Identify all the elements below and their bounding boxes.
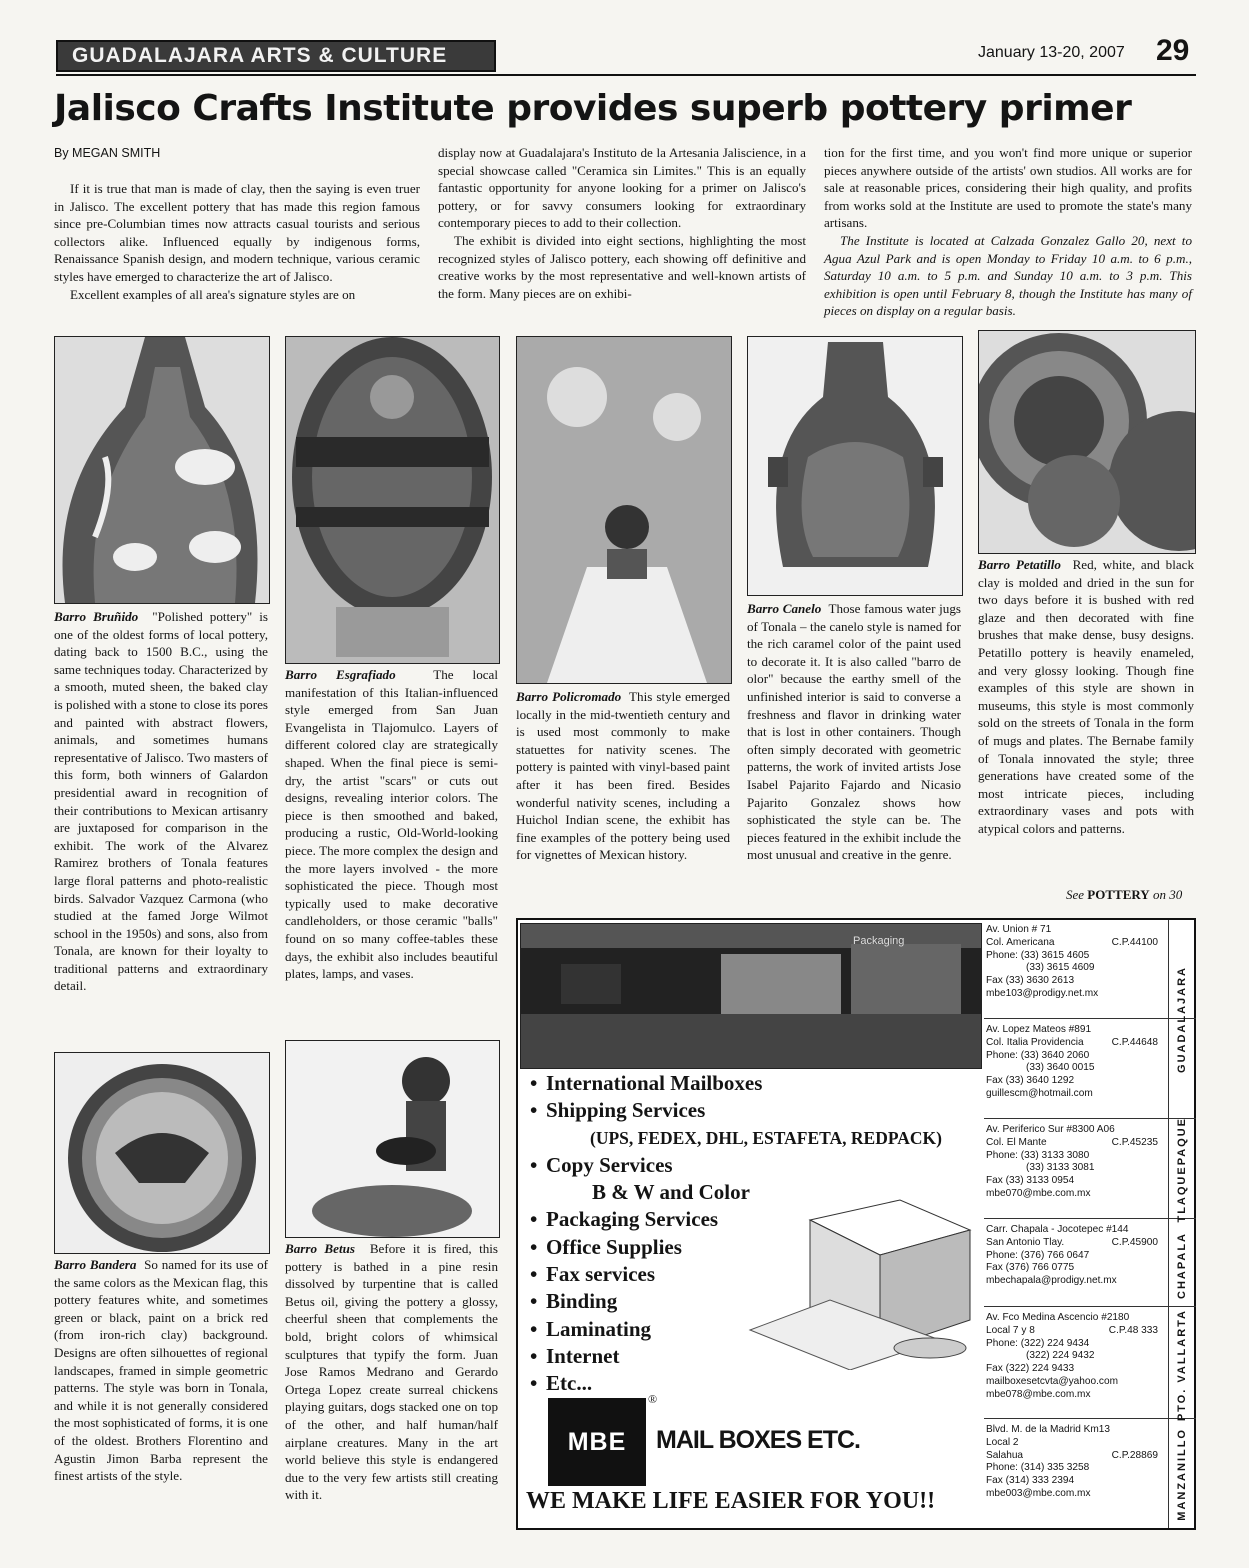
headline: Jalisco Crafts Institute provides superb pottery primer	[54, 88, 1132, 129]
address-line: Col. Americana	[986, 936, 1055, 948]
address-line: Col. Italia Providencia	[986, 1036, 1084, 1048]
address-line: Fax (33) 3630 2613	[986, 975, 1075, 987]
service-label: Binding	[546, 1289, 618, 1314]
service-item	[530, 1070, 942, 1097]
service-label: (UPS, FEDEX, DHL, ESTAFETA, REDPACK)	[590, 1127, 942, 1148]
continued-link[interactable]	[1066, 887, 1182, 903]
paragraph: Excellent examples of all area's signature styles are on	[70, 286, 356, 302]
caption-barro-betus	[285, 1240, 498, 1504]
continued-prefix: See	[1066, 887, 1085, 902]
article-column-2	[438, 144, 806, 302]
service-label: Etc...	[546, 1371, 593, 1396]
article-column-3	[824, 144, 1192, 320]
slogan: WE MAKE LIFE EASIER FOR YOU!!	[526, 1488, 936, 1514]
address-line: Av. Fco Medina Ascencio #2180	[986, 1312, 1130, 1323]
service-label: Copy Services	[546, 1152, 673, 1177]
postal-code: C.P.45235	[1111, 1137, 1158, 1148]
caption-text: Those famous water jugs of Tonala – the canelo style is named for the rich caramel color of the paint used to decorate it. It is also called "barro de olor" because the earthy smell of the unfinished interior is said to converse a freshness and flavor in drinking water that is lost in other containers. Though often simply decorated with geometric patterns, the work of invited artists Jose Isabel Pajarito Fajardo and Nicasio Pajarito Gonzalez shows how sophisticated the style can be. The pieces featured in the exhibit include the most unusual and creative in the genre.	[747, 601, 961, 863]
email-link[interactable]: mbe103@prodigy.net.mx	[986, 987, 1099, 999]
bullet-icon: •	[530, 1289, 538, 1314]
paragraph: If it is true that man is made of clay, then the saying is even truer in Jalisco. The excellent pottery that has made this region famous since pre-Columbian times now attracts casual tourists and serious collectors alike. Influenced equally by indigenous forms, Renaissance Spanish design, and modern technique, various ceramic styles have emerged to characterize the art of Jalisco.	[54, 181, 420, 284]
section-title: GUADALAJARA ARTS & CULTURE	[72, 44, 448, 67]
photo-barro-betus	[285, 1040, 500, 1238]
postal-code: C.P.48 333	[1108, 1325, 1158, 1336]
logo-text: MBE	[567, 1427, 627, 1456]
address-line: Salahua	[986, 1449, 1024, 1461]
store-address	[986, 1312, 1166, 1402]
postal-code: C.P.44100	[1111, 937, 1158, 948]
paragraph: The exhibit is divided into eight sections, highlighting the most recognized styles of Jalisco pottery, each showing off definitive and creative works by the most representative and well-known artists of the form. Many pieces are on exhibi-	[438, 232, 806, 301]
photo-barro-petatillo	[978, 330, 1196, 554]
caption-title: Barro Bandera	[54, 1257, 137, 1272]
caption-text: Before it is fired, this pottery is bathed in a pine resin dissolved by turpentine that is called Betus oil, giving the pottery a glossy, cheerful sheen that complements the bold, bright colors of whimsical sculptures that typify the form. Juan Jose Ramos Medrano and Gerardo Ortega Lopez create surreal chickens playing guitars, dogs stacked one on top of the other, and half human/half airplane creatures. Many in the art world believe this style is endangered due to the very few artists still creating with it.	[285, 1241, 499, 1503]
caption-title: Barro Petatillo	[978, 557, 1061, 572]
address-line: Fax (314) 333 2394	[986, 1475, 1075, 1487]
mbe-logo	[548, 1398, 646, 1486]
store-divider	[984, 1418, 1196, 1419]
service-label: Shipping Services	[546, 1098, 706, 1123]
service-label: Internet	[546, 1343, 620, 1368]
store-address	[986, 1024, 1166, 1101]
bullet-icon: •	[530, 1207, 538, 1232]
bullet-icon: •	[530, 1343, 538, 1368]
city-label-manzanillo: MANZANILLO	[1176, 1427, 1188, 1521]
paragraph: display now at Guadalajara's Instituto de la Artesania Jaliscience, in a special showcase called "Ceramica sin Limites." This is an equally fantastic opportunity for anyone looking for a primer on Jalisco's pottery, or for savvy consumers looking for extraordinary contemporary pieces to add to their collection.	[438, 145, 806, 231]
caption-title: Barro Betus	[285, 1241, 355, 1256]
bullet-icon: •	[530, 1371, 538, 1396]
address-line: Carr. Chapala - Jocotepec #144	[986, 1224, 1129, 1235]
postal-code: C.P.28869	[1111, 1450, 1158, 1461]
email-link[interactable]: mbe078@mbe.com.mx	[986, 1388, 1091, 1400]
caption-barro-brunido	[54, 608, 268, 995]
caption-text: So named for its use of the same colors as the Mexican flag, this pottery features white, and sometimes green or black, paint on a brick red (from iron-rich clay) background. Designs are often silhouettes of regional landscapes, framed in simple geometric patterns. The style was born in Tonala, and while it is not generally considered the most sophisticated of forms, it is one of the oldest. Brothers Florentino and Agustin Jimon Barba represent the finest artists of the style.	[54, 1257, 268, 1484]
postal-code: C.P.45900	[1111, 1237, 1158, 1248]
service-label: B & W and Color	[592, 1180, 750, 1205]
service-label: Fax services	[546, 1262, 656, 1287]
service-item	[530, 1343, 942, 1370]
address-line: Av. Lopez Mateos #891	[986, 1024, 1092, 1035]
page-number: 29	[1156, 34, 1190, 67]
caption-barro-policromado	[516, 688, 730, 864]
sphere-image	[286, 337, 499, 663]
address-line: San Antonio Tlay.	[986, 1236, 1065, 1248]
article-column-1	[54, 180, 420, 303]
store-address	[986, 1124, 1166, 1201]
city-label-pto-vallarta: PTO. VALLARTA	[1176, 1308, 1188, 1422]
vase-image	[55, 337, 269, 603]
email-link[interactable]: mailboxesetcvta@yahoo.com	[986, 1375, 1118, 1387]
service-item	[530, 1370, 942, 1397]
institute-info: The Institute is located at Calzada Gonzalez Gallo 20, next to Agua Azul Park and is open Monday to Friday 10 a.m. to 6 p.m., Saturday 10 a.m. to 5 p.m. and Sunday 10 a.m. to 3 p.m. This exhibition is open until February 8, though the Institute has many of pieces on display on a regular basis.	[824, 232, 1192, 319]
service-detail	[530, 1179, 942, 1206]
city-label-chapala: CHAPALA	[1176, 1231, 1188, 1299]
service-label: Office Supplies	[546, 1234, 682, 1259]
continued-keyword: POTTERY	[1087, 887, 1150, 902]
address-line: Phone: (376) 766 0647	[986, 1249, 1090, 1261]
caption-title: Barro Esgrafiado	[285, 667, 396, 682]
photo-barro-bandera	[54, 1052, 270, 1254]
services-list	[530, 1070, 942, 1398]
sculpture-image	[286, 1041, 499, 1237]
store-photo	[520, 923, 982, 1069]
email-link[interactable]: mbe003@mbe.com.mx	[986, 1487, 1091, 1499]
caption-barro-bandera	[54, 1256, 268, 1485]
section-banner	[56, 40, 496, 72]
address-line: Fax (33) 3133 0954	[986, 1175, 1075, 1187]
caption-text: The local manifestation of this Italian-influenced style emerged from San Juan Evangelista in Tlajomulco. Layers of different colored clay are strategically shaped. When the final piece is semi-dry, the artist "scars" or cuts out designs, revealing interior colors. The piece is then smoothed and baked, producing a rustic, Old-World-looking piece. The more complex the design and the more layers involved - the more sophisticated the piece. Though most typically used to make decorative candleholders, or those ceramic "balls" found on so many coffee-tables these days, the exhibit also includes beautiful plates, lamps, and vases.	[285, 667, 499, 982]
address-line: (33) 3133 3081	[1026, 1162, 1095, 1174]
store-address	[986, 924, 1166, 1001]
service-detail	[530, 1125, 942, 1152]
store-address	[986, 1224, 1166, 1288]
caption-title: Barro Canelo	[747, 601, 822, 616]
city-label-tlaquepaque: TLAQUEPAQUE	[1176, 1117, 1188, 1223]
bullet-icon: •	[530, 1098, 538, 1123]
photo-barro-policromado	[516, 336, 732, 684]
bullet-icon: •	[530, 1262, 538, 1287]
bullet-icon: •	[530, 1152, 538, 1177]
email-link[interactable]: mbe070@mbe.com.mx	[986, 1187, 1091, 1199]
address-line: Av. Union # 71	[986, 924, 1052, 935]
flag-plate-image	[55, 1053, 269, 1253]
caption-barro-petatillo	[978, 556, 1194, 838]
caption-text: This style emerged locally in the mid-twentieth century and is used most commonly to make statuettes for nativity scenes. The pottery is painted with vinyl-based paint after it has been fired. Besides wonderful nativity scenes, including a Huichol Indian scene, the exhibit has fine examples of the pottery being used for vignettes of Mexican history.	[516, 689, 730, 863]
address-line: Col. El Mante	[986, 1136, 1047, 1148]
bullet-icon: •	[530, 1071, 538, 1095]
caption-title: Barro Bruñido	[54, 609, 139, 624]
address-line: (33) 3640 0015	[1026, 1062, 1095, 1074]
service-item	[530, 1316, 942, 1343]
email-link[interactable]: guillescm@hotmail.com	[986, 1087, 1093, 1099]
figurine-image	[517, 337, 731, 683]
service-item	[530, 1234, 942, 1261]
address-line: Fax (376) 766 0775	[986, 1262, 1075, 1274]
address-line: Phone: (33) 3640 2060	[986, 1049, 1090, 1061]
byline: By MEGAN SMITH	[54, 146, 161, 160]
store-divider	[984, 1018, 1196, 1019]
store-divider	[984, 1118, 1196, 1119]
photo-barro-canelo	[747, 336, 963, 596]
service-item	[530, 1097, 942, 1124]
bullet-icon: •	[530, 1234, 538, 1259]
service-item	[530, 1288, 942, 1315]
caption-barro-esgrafiado	[285, 666, 498, 983]
photo-barro-brunido	[54, 336, 270, 604]
service-item	[530, 1261, 942, 1288]
postal-code: C.P.44648	[1111, 1037, 1158, 1048]
email-link[interactable]: mbechapala@prodigy.net.mx	[986, 1275, 1117, 1287]
caption-text: Red, white, and black clay is molded and dried in the sun for two days before it is bushed with red glaze and then decorated with fine brushes that make dense, busy designs. Petatillo pottery is heavily enameled, and very glossy looking. Though fine examples of this style are shown in museums, this style is most commonly sold on the streets of Tonala in the form of mugs and plates. The Bernabe family of Tonala innovated the style; three generations have created some of the most intricate pieces, including extraordinary vases and pots with atypical colors and patterns.	[978, 557, 1195, 836]
address-line: Phone: (314) 335 3258	[986, 1462, 1090, 1474]
address-line: Av. Periferico Sur #8300 A06	[986, 1124, 1115, 1135]
address-line: Phone: (322) 224 9434	[986, 1337, 1090, 1349]
directory-separator	[1168, 920, 1169, 1528]
address-line: Local 2	[986, 1436, 1019, 1448]
address-line: Blvd. M. de la Madrid Km13	[986, 1424, 1110, 1435]
address-line: Phone: (33) 3615 4605	[986, 949, 1090, 961]
service-label: Packaging Services	[546, 1207, 719, 1232]
bullet-icon: •	[530, 1316, 538, 1341]
brand-name: MAIL BOXES ETC.	[656, 1426, 861, 1454]
address-line: (322) 224 9432	[1026, 1350, 1095, 1362]
address-line: Fax (322) 224 9433	[986, 1363, 1075, 1375]
store-divider	[984, 1218, 1196, 1219]
caption-text: "Polished pottery" is one of the oldest forms of local pottery, dating back to 1500 B.C., using the same techniques today. Characterized by a smooth, muted sheen, the baked clay is polished with a stone to close its pores and painted with abstract flowers, animals, and sometimes humans representative of Jalisco. Two masters of this form, both winners of Galardon presidential award in recognition of their contributions to Mexican artisanry are juxtaposed for comparison in the exhibit. The work of the Alvarez Ramirez brothers of Tonala features large floral patterns and photo-realistic birds. Salvador Vazquez Carmona (who studied at the famed Jorge Wilmot school in the 1950s) and sons, also from Tonala, are known for their loyalty to traditional patterns and extraordinary detail.	[54, 609, 269, 994]
paragraph: tion for the first time, and you won't find more unique or superior pieces anywhere outside of the artists' own studios. All works are for sale at reasonable prices, considering their high quality, and profits from works sold at the Institute are used to promote the state's many artisans.	[824, 145, 1192, 231]
store-sign: Packaging	[853, 935, 905, 947]
paragraph	[824, 232, 1192, 320]
address-line: Phone: (33) 3133 3080	[986, 1149, 1090, 1161]
plate-image	[979, 331, 1195, 553]
continued-suffix: on 30	[1152, 887, 1183, 902]
service-item	[530, 1206, 942, 1233]
address-line: Local 7 y 8	[986, 1324, 1035, 1336]
registered-mark: ®	[648, 1392, 658, 1406]
city-label-guadalajara: GUADALAJARA	[1176, 965, 1188, 1073]
store-address	[986, 1424, 1166, 1501]
caption-barro-canelo	[747, 600, 961, 864]
service-label: Laminating	[546, 1316, 652, 1341]
service-item	[530, 1152, 942, 1179]
address-line: (33) 3615 4609	[1026, 962, 1095, 974]
issue-date: January 13-20, 2007	[978, 44, 1125, 61]
header-rule	[56, 74, 1196, 76]
store-interior-image	[521, 924, 981, 1068]
jug-image	[748, 337, 962, 595]
photo-barro-esgrafiado	[285, 336, 500, 664]
caption-title: Barro Policromado	[516, 689, 622, 704]
service-label: International Mailboxes	[546, 1071, 763, 1095]
store-divider	[984, 1306, 1196, 1307]
address-line: Fax (33) 3640 1292	[986, 1075, 1075, 1087]
